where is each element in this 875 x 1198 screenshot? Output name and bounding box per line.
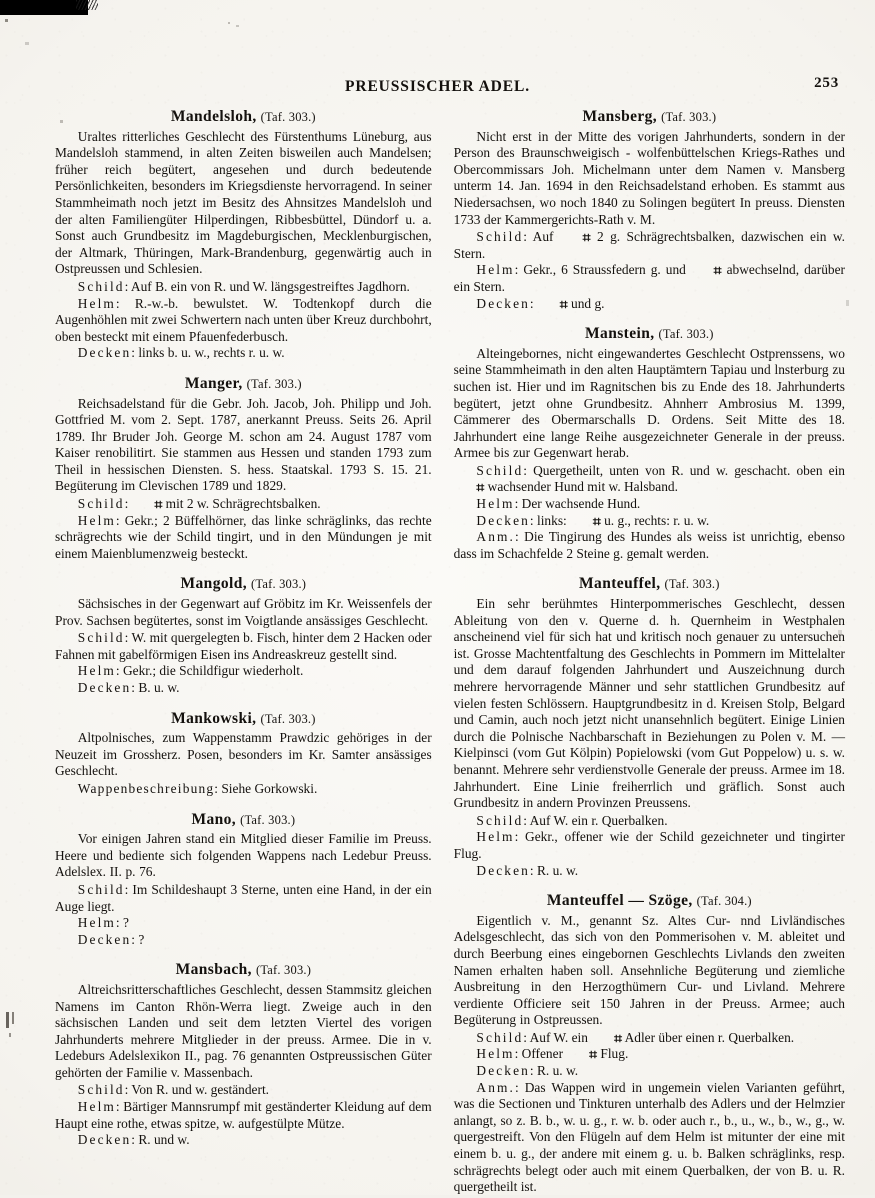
blason-line bbox=[55, 915, 432, 932]
blason-line bbox=[55, 663, 432, 680]
entry-surname: Manger, bbox=[184, 374, 243, 392]
blason-line bbox=[55, 1132, 432, 1149]
blason-term: Schild bbox=[77, 881, 125, 897]
entry-surname: Mandelsloh, bbox=[170, 108, 257, 125]
blason-line bbox=[454, 229, 845, 262]
entry-plate-reference: (Taf. 303.) bbox=[246, 376, 302, 391]
running-head-title: PREUSSISCHER ADEL. bbox=[344, 78, 531, 95]
blason-line bbox=[454, 463, 845, 496]
blason-text: : B. u. w. bbox=[131, 680, 180, 695]
blason-text: : Gekr.; die Schildfigur wiederholt. bbox=[115, 663, 304, 679]
blason-term: Schild bbox=[77, 278, 125, 294]
blason-line bbox=[454, 1046, 845, 1063]
dictionary-entry bbox=[454, 892, 845, 1196]
sable-hatch-glyph: ⌗ bbox=[713, 263, 722, 280]
dictionary-entry bbox=[55, 575, 432, 696]
entry-plate-reference: (Taf. 304.) bbox=[696, 894, 752, 909]
blason-text: : R. u. w. bbox=[529, 1063, 579, 1079]
blason-text: : Gekr., 6 Straussfedern g. und ⌗ abwechselnd, darüber ein Stern. bbox=[453, 262, 845, 294]
entry-heading bbox=[55, 811, 432, 829]
blason-term: Decken bbox=[476, 295, 530, 311]
dictionary-entry bbox=[454, 108, 845, 312]
sable-hatch-glyph: ⌗ bbox=[592, 513, 601, 530]
blason-line bbox=[55, 680, 432, 697]
entry-paragraph: Altpolnisches, zum Wappenstamm Prawdzic gehöriges in der Neuzeit im Grossherz. Posen, besonders im Kr. Samter ansässiges Geschlecht. bbox=[55, 730, 432, 779]
entry-heading bbox=[55, 108, 432, 126]
blason-term: Schild bbox=[476, 812, 524, 828]
entry-paragraph: Vor einigen Jahren stand ein Mitglied dieser Familie im Preuss. Heere und bediente sich folgenden Wappens nach Ledebur Preuss. Adelslex. II. p. 76. bbox=[55, 831, 432, 880]
entry-paragraph: Eigentlich v. M., genannt Sz. Altes Cur- nnd Livländisches Adelsgeschlecht, das sich von den Pommerisohen v. M. ableitet und durch Beerbung eines eingebornen Geschlechts Livlands den zweiten Namen erhalten haben soll. Ansehnliche Begüterung und ziemliche Ausbreitung in den Herzogthümern Cur- und Livland. Mehrere verdiente Officiere seit 150 Jahren in der Preuss. Armee; auch Begüterung in Ostpreussen. bbox=[453, 912, 845, 1028]
blason-text: : R. u. w. bbox=[529, 862, 579, 878]
blason-line bbox=[454, 529, 845, 562]
entry-plate-reference: (Taf. 303.) bbox=[661, 110, 717, 124]
blason-line bbox=[55, 932, 432, 949]
blason-text: : Gekr.; 2 Büffelhörner, das linke schräglinks, das rechte schrägrechts wie der Schild tingirt, und in den Mündungen je mit einem Maienblumenzweig besteckt. bbox=[55, 512, 432, 561]
blason-term: Decken bbox=[77, 1132, 132, 1148]
entry-paragraph: Uraltes ritterliches Geschlecht des Fürstenthums Lüneburg, aus Mandelsloh stammend, in alten Zeiten bisweilen auch Mandelsen; früher reich begütert, angesehen und durch bedeutende Persönlichkeiten, besonders im Kriegsdienste hervorragend. In seiner Stammheimath noch jetzt im Besitz des Ahnsitzes Mandelsloh und der alten Familiengüter Hilperdingen, Ribbesbüttel, Dündorf u. a. Sonst auch Grundbesitz im Magdeburgischen, Mecklenburgischen, der Altmark, Thüringen, Mark-Brandenburg, gegenwärtig auch in Ostpreussen und Schlesien. bbox=[55, 128, 432, 277]
blason-line bbox=[454, 1063, 845, 1080]
column-right bbox=[454, 108, 845, 1198]
blason-text: : Von R. und w. geständert. bbox=[124, 1082, 270, 1098]
blason-text: : R.-w.-b. bewulstet. W. Todtenkopf durch die Augenhöhlen mit zwei Schwertern nach unten über Kreuz durchbohrt, oben besteckt mit einem Pfauenfederbusch. bbox=[55, 295, 432, 344]
blason-text: : ? bbox=[131, 931, 145, 947]
blason-term: Schild bbox=[77, 1082, 125, 1098]
blason-text: : Auf B. ein von R. und W. längsgestreiftes Jagdhorn. bbox=[124, 278, 410, 294]
entry-surname: Mansberg, bbox=[582, 108, 658, 125]
blason-text: : ? bbox=[115, 915, 129, 931]
blason-term: Helm bbox=[476, 496, 515, 512]
blason-line bbox=[55, 781, 432, 798]
entry-surname: Manteuffel, bbox=[579, 575, 661, 593]
entry-heading bbox=[55, 575, 432, 593]
blason-line bbox=[454, 863, 845, 880]
blason-text: : links b. u. w., rechts r. u. w. bbox=[131, 345, 285, 361]
blason-text: : Das Wappen wird in ungemein vielen Varianten geführt, was die Sectionen und Tinkturen unterhalb des Adlers und der Helmzier anlangt, so z. B. b., w. u. g., r. w. b. oder auch r., b., u., w., b., w., g., w. quergestreift. Von den Flügeln auf dem Helm ist mitunter der eine mit einem b. u. g., der andere mit einem g. u. b. Balken schräglinks, resp. schrägrechts belegt oder auch mit einem Querbalken, der von B. u. R. quergetheilt ist. bbox=[453, 1079, 845, 1195]
entry-plate-reference: (Taf. 303.) bbox=[240, 812, 296, 827]
blason-line bbox=[454, 296, 845, 313]
blason-text: : ⌗ mit 2 w. Schrägrechtsbalken. bbox=[124, 496, 321, 514]
entry-plate-reference: (Taf. 303.) bbox=[255, 963, 312, 978]
entry-paragraph: Ein sehr berühmtes Hinterpommerisches Geschlecht, dessen Ableitung von den v. Querne d. h. Quernheim in Westphalen anscheinend viel für sich hat und kritisch noch genauer zu untersuchen ist. Grosse Machtentfaltung des Geschlechts in Pommern im Mittelalter und dem darauf folgenden Jahrhundert und Auszeichnung durch mehrere hervorragende Männer und sehr stattlichen Grundbesitz auf vielen festen Schlössern. Hauptgrundbesitz in d. Kreisen Stolp, Belgard und Camin, auch noch jetzt nicht unansehnlich begütert. Einige Linien durch die Polnische Nachbarschaft in Beziehungen zu Polen v. M. — Kielpinsci (vom Gut Kölpin) Popielowski (vom Gut Poppelow) u. s. w. benannt. Mehrere sehr verdienstvolle Generale der preuss. Armee im 18. Jahrhundert. Eine Linie freiherrlich und gräflich. Sonst auch Grundbesitz in andern Provinzen Preussens. bbox=[453, 596, 845, 811]
sable-hatch-glyph: ⌗ bbox=[589, 1047, 598, 1064]
blason-term: Decken bbox=[77, 345, 132, 361]
entry-paragraph: Reichsadelstand für die Gebr. Joh. Jacob, Joh. Philipp und Joh. Gottfried M. vom 2. Sept. 1787, anerkannt Preuss. Seits 26. April 1789. Ihr Bruder Joh. George M. schon am 24. August 1787 vom Kaiser renobilitirt. Sie stammen aus Hessen und standen 1793 zum Theil in hessischen Diensten. S. hess. Staatskal. 1793 S. 15. 21. Begüterung im Clevischen 1789 und 1829. bbox=[55, 395, 432, 494]
entry-surname: Manstein, bbox=[585, 325, 655, 343]
entry-heading bbox=[454, 575, 845, 593]
blason-term: Schild bbox=[77, 630, 125, 646]
blason-text: : Auf W. ein r. Querbalken. bbox=[523, 812, 668, 828]
sable-hatch-glyph: ⌗ bbox=[614, 1030, 622, 1047]
blason-line bbox=[55, 496, 432, 513]
blason-term: Schild bbox=[476, 1029, 524, 1045]
blason-line bbox=[55, 345, 432, 362]
dictionary-entry bbox=[55, 108, 432, 362]
two-column-body bbox=[55, 108, 845, 1198]
blason-line bbox=[55, 1099, 432, 1132]
blason-term: Schild bbox=[77, 496, 125, 512]
blason-line bbox=[454, 496, 845, 513]
dictionary-entry bbox=[454, 575, 845, 879]
blason-text: : Quergetheilt, unten von R. und w. geschacht. oben ein ⌗ wachsender Hund mit w. Halsband. bbox=[454, 463, 845, 495]
blason-text: : links: ⌗ u. g., rechts: r. u. w. bbox=[529, 512, 710, 530]
blason-term: Helm bbox=[476, 262, 515, 278]
entry-heading bbox=[454, 108, 845, 126]
blason-term: Helm bbox=[77, 512, 116, 528]
blason-line bbox=[55, 1082, 432, 1099]
entry-paragraph: Sächsisches in der Gegenwart auf Gröbitz im Kr. Weissenfels der Prov. Sachsen begütertes, sonst im Voigtlande ansässiges Geschlecht. bbox=[55, 596, 432, 628]
blason-text: : Gekr., offener wie der Schild gezeichneter und tingirter Flug. bbox=[453, 829, 845, 861]
entry-plate-reference: (Taf. 303.) bbox=[260, 110, 316, 124]
dictionary-entry bbox=[55, 961, 432, 1149]
blason-line bbox=[55, 279, 432, 296]
dictionary-entry bbox=[454, 325, 845, 562]
blason-text: : Siehe Gorkowski. bbox=[214, 780, 318, 796]
entry-surname: Mansbach, bbox=[175, 961, 252, 979]
dictionary-entry bbox=[55, 811, 432, 949]
entry-paragraph: Nicht erst in der Mitte des vorigen Jahrhunderts, sondern in der Person des Braunschweigisch - wolfenbüttelschen Kriegs-Rathes und Obercommissars Joh. Michelmann unter dem Namen v. Mansberg unterm 14. Jan. 1694 in den Reichsadelstand erhoben. Es stammt aus Niedersachsen, wo noch 1840 zu Solingen begütert In preuss. Diensten 1733 der Kammergerichts-Rath v. M. bbox=[453, 128, 845, 227]
blason-term: Decken bbox=[476, 862, 530, 878]
entry-heading bbox=[454, 325, 845, 343]
dictionary-entry bbox=[55, 375, 432, 563]
blason-term: Anm. bbox=[476, 1079, 515, 1095]
entry-surname: Manteuffel — Szöge, bbox=[546, 892, 693, 910]
entry-heading bbox=[55, 961, 432, 979]
blason-line bbox=[454, 262, 845, 295]
blason-line bbox=[454, 829, 845, 862]
blason-text: : Im Schildeshaupt 3 Sterne, unten eine Hand, in der ein Auge liegt. bbox=[55, 881, 432, 914]
page-number: 253 bbox=[814, 75, 839, 91]
blason-line bbox=[55, 882, 432, 915]
blason-line bbox=[454, 1030, 845, 1047]
entry-plate-reference: (Taf. 303.) bbox=[664, 577, 720, 592]
blason-term: Helm bbox=[476, 829, 515, 845]
blason-text: : Auf ⌗ 2 g. Schrägrechtsbalken, dazwischen ein w. Stern. bbox=[453, 229, 845, 261]
entry-surname: Mankowski, bbox=[171, 709, 257, 727]
blason-text: : Der wachsende Hund. bbox=[514, 496, 641, 512]
entry-paragraph: Altreichsritterschaftliches Geschlecht, dessen Stammsitz gleichen Namens im Canton Rhön-Werra liegt. Zweige auch in den sächsischen Landen und seit dem letzten Viertel des vorigen Jahrhunderts mehrere Mitglieder in der preuss. Armee. Die in v. Ledeburs Adelslexikon II., pag. 76 genannten Ostpreussischen Güter gehörten der Familie v. Massenbach. bbox=[55, 981, 432, 1080]
blason-line bbox=[454, 1080, 845, 1196]
entry-plate-reference: (Taf. 303.) bbox=[260, 711, 316, 726]
blason-term: Wappenbeschreibung bbox=[77, 780, 215, 796]
blason-text: : ⌗ und g. bbox=[529, 295, 605, 313]
blason-term: Decken bbox=[77, 680, 132, 695]
blason-line bbox=[55, 630, 432, 663]
entry-heading bbox=[55, 710, 432, 728]
blason-line bbox=[55, 513, 432, 563]
blason-term: Decken bbox=[476, 1063, 530, 1079]
blason-term: Anm. bbox=[476, 529, 515, 545]
blason-text: : Bärtiger Mannsrumpf mit geständerter Kleidung auf dem Haupt eine rothe, etwas spitze, w. aufgestülpte Mütze. bbox=[55, 1099, 432, 1131]
blason-text: : R. und w. bbox=[131, 1132, 190, 1148]
blason-term: Helm bbox=[77, 915, 116, 931]
blason-term: Decken bbox=[77, 931, 132, 947]
entry-heading bbox=[454, 892, 845, 910]
entry-plate-reference: (Taf. 303.) bbox=[251, 577, 307, 592]
blason-term: Helm bbox=[476, 1046, 515, 1062]
entry-heading bbox=[55, 375, 432, 393]
blason-term: Helm bbox=[77, 663, 116, 679]
sable-hatch-glyph: ⌗ bbox=[582, 230, 591, 247]
entry-plate-reference: (Taf. 303.) bbox=[658, 327, 714, 342]
dictionary-entry bbox=[55, 710, 432, 798]
blason-line bbox=[55, 296, 432, 346]
blason-text: : Auf W. ein ⌗ Adler über einen r. Querbalken. bbox=[523, 1029, 795, 1047]
blason-term: Schild bbox=[476, 462, 524, 478]
blason-term: Helm bbox=[77, 295, 116, 311]
blason-line bbox=[454, 813, 845, 830]
entry-surname: Mano, bbox=[191, 810, 237, 828]
blason-text: : Offener ⌗ Flug. bbox=[514, 1046, 629, 1064]
running-head bbox=[0, 78, 875, 96]
blason-term: Decken bbox=[476, 512, 530, 528]
sable-hatch-glyph: ⌗ bbox=[559, 296, 568, 313]
blason-term: Schild bbox=[476, 229, 524, 245]
entry-paragraph: Alteingebornes, nicht eingewandertes Geschlecht Ostprenssens, wo seine Stammheimath in den alten Hauptämtern Tapiau und lnsterburg zu suchen ist. Hier und im Ragnitschen bis zu Ende des 18. Jahrhunderts begütert, jetzt ohne Grundbesitz. Ahnherr Ambrosius M. 1399, Cämmerer des Obermarschalls D. Ordens. Seit Mitte des 18. Jahrhundert eine lange Reihe ausgezeichneter Generale in der preuss. Armee bis zur Gegenwart herab. bbox=[453, 345, 845, 461]
blason-line bbox=[454, 513, 845, 530]
blason-term: Helm bbox=[77, 1099, 116, 1115]
blason-text: : Die Tingirung des Hundes als weiss ist unrichtig, ebenso dass im Schachfelde 2 Steine g. gemalt werden. bbox=[453, 529, 845, 561]
column-left bbox=[55, 108, 432, 1198]
blason-text: : W. mit quergelegten b. Fisch, hinter dem 2 Hacken oder Fahnen mit gabelförmigen Eisen ins Andreaskreuz gestellt sind. bbox=[55, 630, 432, 662]
sable-hatch-glyph: ⌗ bbox=[154, 497, 163, 514]
entry-surname: Mangold, bbox=[180, 575, 248, 593]
sable-hatch-glyph: ⌗ bbox=[476, 480, 485, 497]
